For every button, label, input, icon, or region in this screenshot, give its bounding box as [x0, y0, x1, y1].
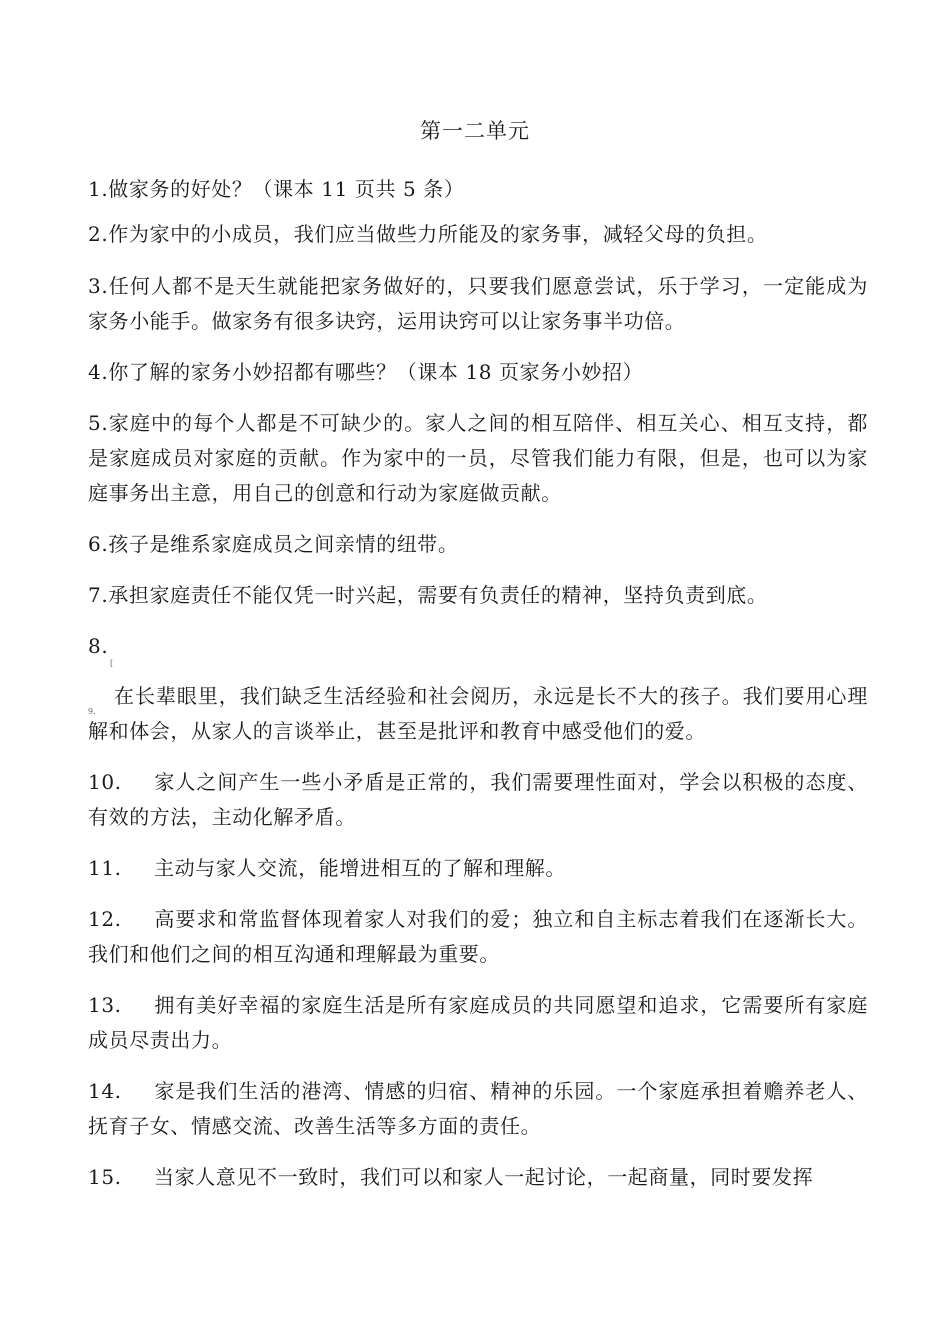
item-number: 7.: [88, 583, 109, 607]
item-number: 8.: [88, 634, 109, 658]
item-number: 15.: [88, 1165, 122, 1189]
list-item-14: [88, 1074, 868, 1144]
item-text: 主动与家人交流，能增进相互的了解和理解。: [154, 856, 566, 880]
list-item-13: [88, 988, 868, 1058]
list-item-6: [88, 527, 868, 562]
item-number: 3.: [88, 274, 109, 298]
item-text: 家人之间产生一些小矛盾是正常的，我们需要理性面对，学会以积极的态度、有效的方法，主动化解矛盾。: [88, 770, 868, 829]
item-text: 孩子是维系家庭成员之间亲情的纽带。: [108, 532, 459, 556]
item-text: 在长辈眼里，我们缺乏生活经验和社会阅历，永远是长不大的孩子。我们要用心理解和体会，从家人的言谈举止，甚至是批评和教育中感受他们的爱。: [88, 684, 868, 743]
item-number: 14.: [88, 1079, 122, 1103]
list-item-9: [88, 679, 868, 749]
list-item-7: [88, 578, 868, 613]
item-number: 6.: [88, 532, 109, 556]
list-item-3: [88, 269, 868, 339]
item-number: 13.: [88, 993, 122, 1017]
bracket-mark: [: [110, 659, 114, 668]
list-item-1: [88, 172, 868, 207]
item-text: 家是我们生活的港湾、情感的归宿、精神的乐园。一个家庭承担着赡养老人、抚育子女、情感交流、改善生活等多方面的责任。: [88, 1079, 868, 1138]
item-number: 2.: [88, 222, 109, 246]
item-text: 高要求和常监督体现着家人对我们的爱；独立和自主标志着我们在逐渐长大。我们和他们之间的相互沟通和理解最为重要。: [88, 907, 868, 966]
item-text: 当家人意见不一致时，我们可以和家人一起讨论，一起商量，同时要发挥: [154, 1165, 814, 1189]
page-title: 第一二单元: [420, 119, 530, 143]
list-item-12: [88, 902, 868, 972]
item-text: 拥有美好幸福的家庭生活是所有家庭成员的共同愿望和追求，它需要所有家庭成员尽责出力。: [88, 993, 868, 1052]
item-number: 4.: [88, 360, 109, 384]
list-item-8: [88, 629, 868, 664]
item-number: 1.: [88, 177, 109, 201]
list-item-4: [88, 355, 868, 390]
list-item-2: [88, 217, 868, 252]
item-text: 家庭中的每个人都是不可缺少的。家人之间的相互陪伴、相互关心、相互支持，都是家庭成员对家庭的贡献。作为家中的一员，尽管我们能力有限，但是，也可以为家庭事务出主意，用自己的创意和行动为家庭做贡献。: [88, 411, 868, 505]
item-number: 11.: [88, 856, 122, 880]
item-text: 做家务的好处？（课本 11 页共 5 条）: [108, 177, 465, 201]
item-text: 作为家中的小成员，我们应当做些力所能及的家务事，减轻父母的负担。: [108, 222, 768, 246]
item-number: 5.: [88, 411, 109, 435]
item-number: 10.: [88, 770, 122, 794]
list-item-11: [88, 851, 868, 886]
list-item-10: [88, 765, 868, 835]
item-text: 你了解的家务小妙招都有哪些？（课本 18 页家务小妙招）: [108, 360, 644, 384]
list-item-5: [88, 406, 868, 511]
item-9-number: 9.: [88, 707, 96, 716]
item-text: 承担家庭责任不能仅凭一时兴起，需要有负责任的精神，坚持负责到底。: [108, 583, 768, 607]
list-item-15: [88, 1160, 868, 1195]
item-text: 任何人都不是天生就能把家务做好的，只要我们愿意尝试，乐于学习，一定能成为家务小能手。做家务有很多诀窍，运用诀窍可以让家务事半功倍。: [88, 274, 868, 333]
item-number: 12.: [88, 907, 122, 931]
